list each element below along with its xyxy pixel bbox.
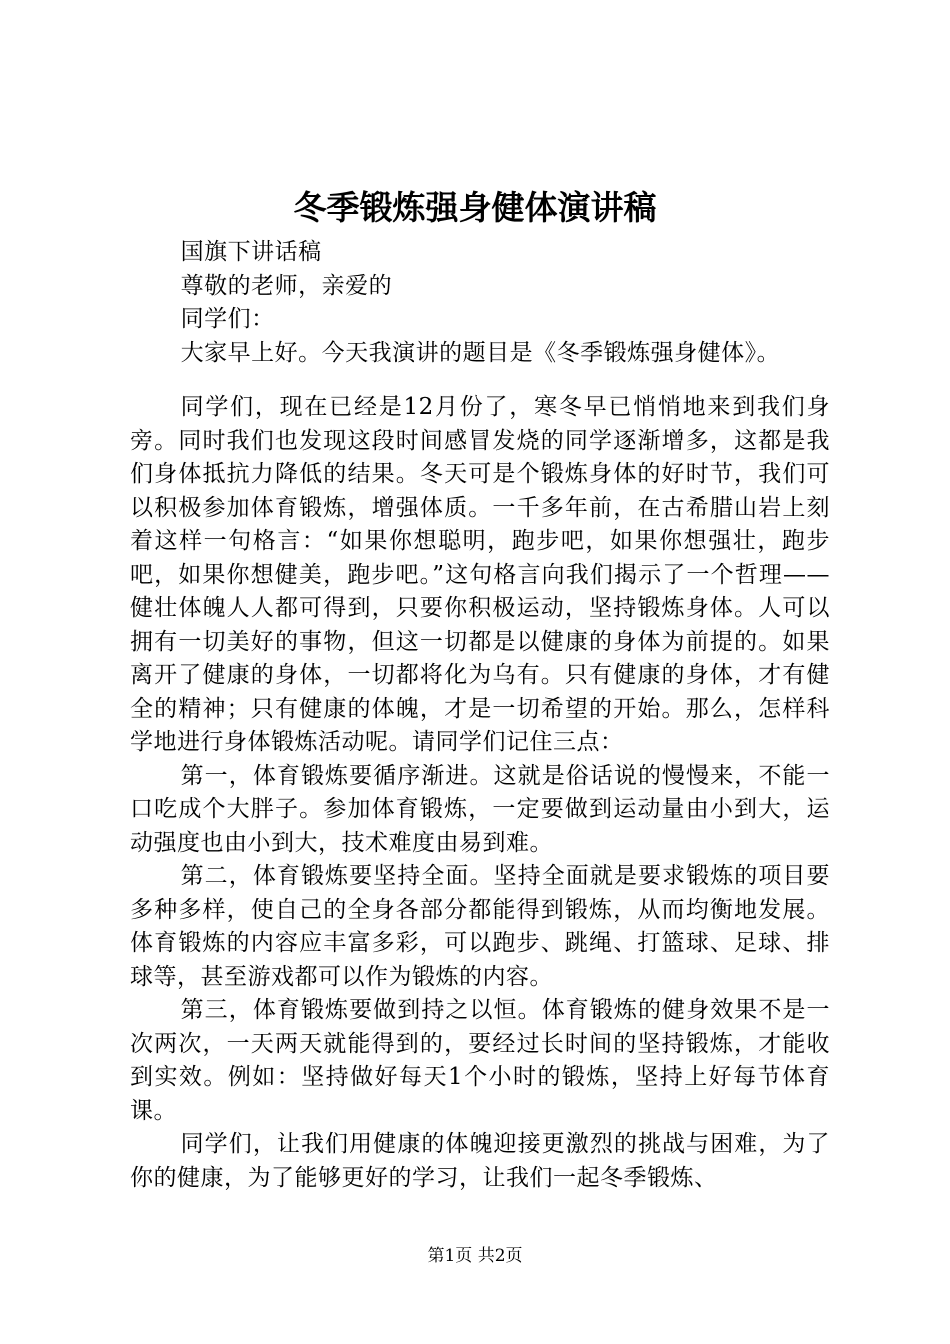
- paragraph-closing: 同学们，让我们用健康的体魄迎接更激烈的挑战与困难，为了你的健康，为了能够更好的学习，让我们一起冬季锻炼、: [130, 1131, 830, 1191]
- document-body: [130, 236, 830, 1195]
- paragraph-salutation-1: 尊敬的老师，亲爱的: [180, 272, 393, 299]
- document-title: 冬季锻炼强身健体演讲稿: [293, 188, 657, 227]
- paragraph-greeting: 大家早上好。今天我演讲的题目是《冬季锻炼强身健体》。: [180, 339, 781, 366]
- paragraph-main: 同学们，现在已经是12月份了，寒冬早已悄悄地来到我们身旁。同时我们也发现这段时间感冒发烧的同学逐渐增多，这都是我们身体抵抗力降低的结果。冬天可是个锻炼身体的好时节，我们可以积极参加体育锻炼，增强体质。一千多年前，在古希腊山岩上刻着这样一句格言：“如果你想聪明，跑步吧，如果你想强壮，跑步吧，如果你想健美，跑步吧。”这句格言向我们揭示了一个哲理——健壮体魄人人都可得到，只要你积极运动，坚持锻炼身体。人可以拥有一切美好的事物，但这一切都是以健康的身体为前提的。如果离开了健康的身体，一切都将化为乌有。只有健康的身体，才有健全的精神；只有健康的体魄，才是一切希望的开始。那么，怎样科学地进行身体锻炼活动呢。请同学们记住三点：: [130, 394, 830, 755]
- paragraph-point-1: 第一，体育锻炼要循序渐进。这就是俗话说的慢慢来，不能一口吃成个大胖子。参加体育锻炼，一定要做到运动量由小到大，运动强度也由小到大，技术难度由易到难。: [130, 762, 830, 856]
- paragraph-point-2: 第二，体育锻炼要坚持全面。坚持全面就是要求锻炼的项目要多种多样，使自己的全身各部分都能得到锻炼，从而均衡地发展。体育锻炼的内容应丰富多彩，可以跑步、跳绳、打篮球、足球、排球等，甚至游戏都可以作为锻炼的内容。: [130, 863, 830, 990]
- paragraph-salutation-2: 同学们：: [180, 306, 275, 332]
- paragraph-heading-type: 国旗下讲话稿: [180, 239, 322, 265]
- paragraph-point-3: 第三，体育锻炼要做到持之以恒。体育锻炼的健身效果不是一次两次，一天两天就能得到的，要经过长时间的坚持锻炼，才能收到实效。例如：坚持做好每天1个小时的锻炼，坚持上好每节体育课。: [130, 997, 830, 1124]
- page-footer: 第1页 共2页: [427, 1246, 523, 1266]
